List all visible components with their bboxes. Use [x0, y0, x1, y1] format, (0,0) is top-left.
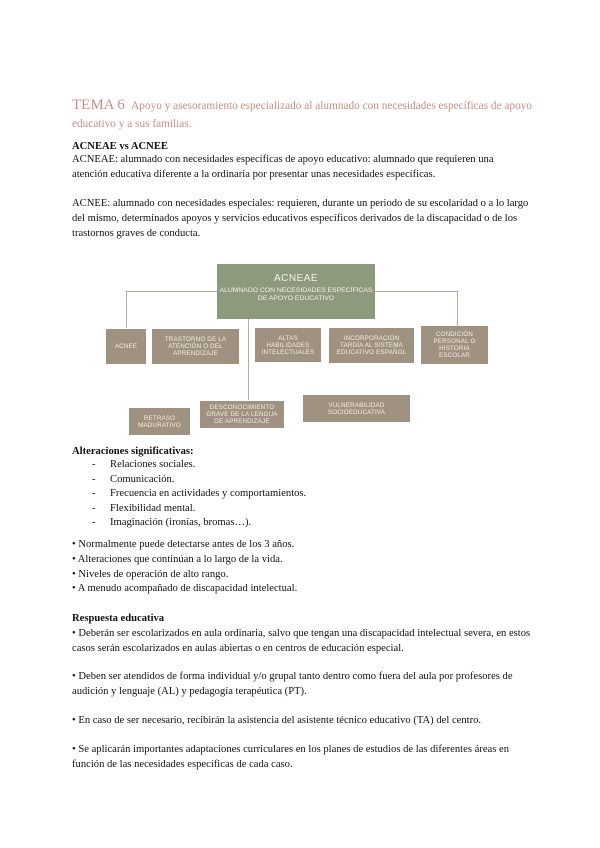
acnee-box: ACNEE: [106, 329, 146, 364]
respuesta-title: Respuesta educativa: [72, 613, 165, 624]
list-item: - Flexibilidad mental.: [92, 502, 532, 517]
altas-habilidades-box: ALTAS HABILIDADES INTELECTUALES: [255, 328, 321, 362]
vulnerabilidad-box: VULNERABILIDAD SOCIOEDUCATIVA: [303, 395, 410, 422]
respuesta-paragraph-4: • Se aplicarán importantes adaptaciones curriculares en los planes de estudios de las diferentes áreas en función de las necesidades específicas de cada caso.: [72, 744, 509, 770]
connector-left: [126, 291, 217, 292]
connector-acnee: [126, 291, 127, 328]
section-title-acneae-vs-acnee: ACNEAE vs ACNEE: [72, 141, 168, 152]
acnee-definition: ACNEE: alumnado con necesidades especiales: requieren, durante un periodo de su escolaridad o a lo largo del mismo, determinados apoyos y servicios educativos específicos derivados de la discapacidad o de los trastornos graves de conducta.: [72, 198, 529, 239]
retraso-madurativo-box: RETRASO MADURATIVO: [129, 408, 190, 435]
list-item: - Frecuencia en actividades y comportamientos.: [92, 487, 532, 502]
connector-right: [375, 291, 457, 292]
list-item: - Imaginación (ironías, bromas…).: [92, 516, 532, 531]
topic-title: Apoyo y asesoramiento especializado al alumnado con necesidades específicas de apoyo educativo y a sus familias.: [72, 100, 533, 130]
acneae-definition: ACNEAE: alumnado con necesidades específicas de apoyo educativo: alumnado que requieren una atención educativa diferente a la ordinaria por presentar unas necesidades específicas.: [72, 154, 494, 180]
list-item: • Niveles de operación de alto rango.: [72, 568, 229, 580]
respuesta-paragraph-3: • En caso de ser necesario, recibirán la asistencia del asistente técnico educativo (TA) del centro.: [72, 715, 482, 726]
trastorno-box: TRASTORNO DE LA ATENCIÓN O DEL APRENDIZAJE: [152, 329, 239, 364]
incorporacion-tardia-box: INCORPORACIÓN TARDÍA AL SISTEMA EDUCATIVO ESPAÑOL: [329, 328, 414, 363]
alteraciones-list: [92, 458, 532, 531]
connector-condicion: [457, 291, 458, 326]
alteraciones-title: Alteraciones significativas:: [72, 446, 194, 457]
characteristics-list: [72, 538, 532, 597]
desconocimiento-lengua-box: DESCONOCIMIENTO GRAVE DE LA LENGUA DE APRENDIZAJE: [200, 401, 284, 428]
topic-heading: [72, 96, 532, 133]
respuesta-paragraph-1: • Deberán ser escolarizados en aula ordinaria, salvo que tengan una discapacidad intelectual severa, en estos casos serán escolarizados en aulas abiertas o en centros de educación especial.: [72, 628, 531, 654]
list-item: - Relaciones sociales.: [92, 458, 532, 473]
condicion-personal-box: CONDICIÓN PERSONAL O HISTORIA ESCOLAR: [421, 326, 488, 364]
list-item: - Comunicación.: [92, 473, 532, 488]
acneae-main-box: [217, 264, 375, 319]
list-item: • A menudo acompañado de discapacidad intelectual.: [72, 583, 298, 595]
acneae-box-title: ACNEAE: [273, 273, 319, 284]
connector-center: [248, 319, 249, 400]
list-item: • Alteraciones que continúan a lo largo de la vida.: [72, 553, 283, 565]
respuesta-paragraph-2: • Deben ser atendidos de forma individual y/o grupal tanto dentro como fuera del aula por profesores de audición y lenguaje (AL) y pedagogía terapéutica (PT).: [72, 671, 513, 697]
topic-number: TEMA 6: [72, 97, 125, 113]
acneae-box-subtitle: ALUMNADO CON NECESIDADES ESPECÍFICAS DE APOYO EDUCATIVO: [219, 287, 373, 302]
list-item: • Normalmente puede detectarse antes de los 3 años.: [72, 539, 295, 550]
